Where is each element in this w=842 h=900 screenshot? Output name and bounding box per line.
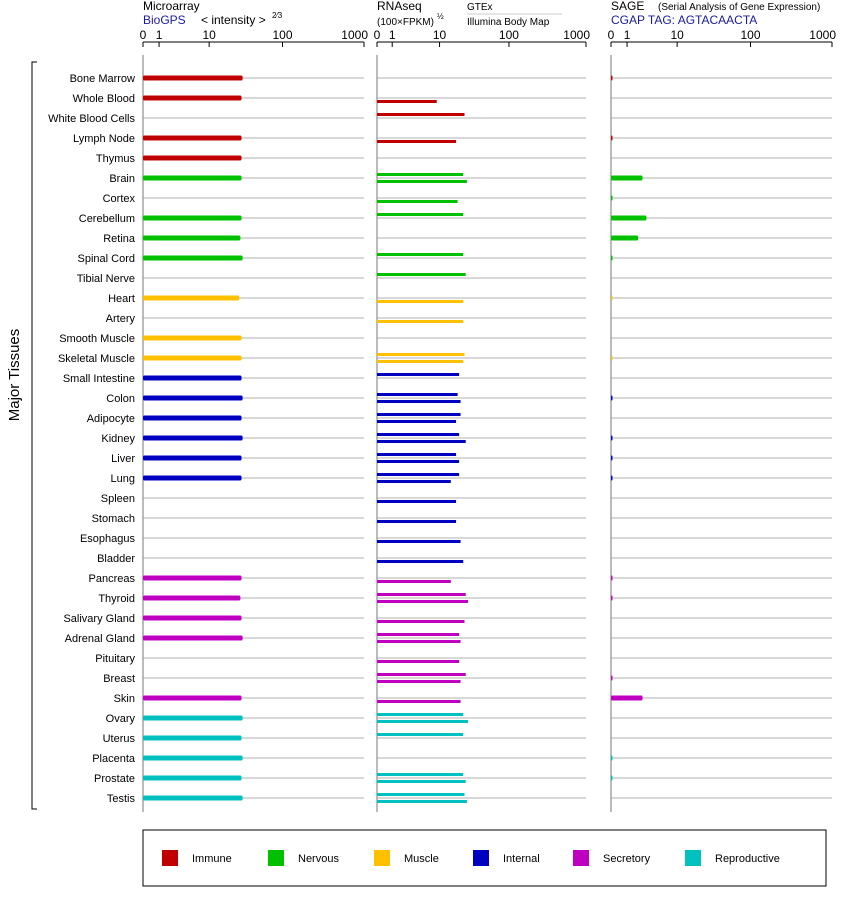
microarray-measure: < intensity > [201,13,266,27]
tissue-label: Heart [108,293,135,305]
tissue-label: Stomach [91,513,135,525]
tissue-label: Skin [113,693,135,705]
tissue-label: Retina [103,233,135,245]
rnaseq-bar [377,660,459,663]
microarray-bar [143,136,242,141]
tissue-label: Colon [106,393,135,405]
sage-bar [611,236,638,241]
legend-swatch [162,850,178,866]
sage-bar [611,776,613,781]
rnaseq-bar [377,173,463,176]
gtex-link[interactable]: GTEx [467,2,493,13]
rnaseq-bar [377,353,465,356]
legend-swatch [573,850,589,866]
rnaseq-exponent: ½ [437,12,444,21]
tissue-label: Thyroid [98,593,135,605]
tissue-label: Small Intestine [62,373,135,385]
tissue-label: Kidney [101,433,135,445]
microarray-bar [143,476,242,481]
rnaseq-bar [377,373,459,376]
microarray-bar [143,716,243,721]
tissue-label: Adrenal Gland [64,633,135,645]
x-tick-label: 1 [155,28,163,42]
rnaseq-bar [377,713,463,716]
microarray-bar [143,336,242,341]
sage-bar [611,356,613,361]
microarray-bar [143,736,242,741]
sage-bar [611,676,613,681]
rnaseq-bar [377,400,461,403]
legend-item [473,850,540,866]
rnaseq-bar [377,633,459,636]
rnaseq-bar [377,780,466,783]
microarray-bar [143,436,243,441]
tissue-label: Bone Marrow [69,73,135,85]
tissue-label: Spleen [100,493,135,505]
rnaseq-bar [377,640,461,643]
tissue-label: Prostate [94,773,135,785]
rnaseq-bar [377,140,456,143]
rnaseq-bar [377,500,456,503]
y-axis-label: Major Tissues [6,328,23,422]
sage-bar [611,596,613,601]
sage-bar [611,696,643,701]
legend-item [162,850,232,866]
legend-item [685,850,780,866]
microarray-bar [143,236,240,241]
legend-swatch [374,850,390,866]
panel-2 [608,28,837,812]
legend-swatch [685,850,701,866]
x-tick-label: 100 [498,28,519,42]
rnaseq-bar [377,413,461,416]
tissue-label: Uterus [102,733,135,745]
x-tick-label: 1000 [341,28,368,42]
microarray-bar [143,296,239,301]
microarray-bar [143,696,242,701]
microarray-bar [143,756,243,761]
rnaseq-bar [377,433,459,436]
rnaseq-bar [377,560,463,563]
rnaseq-bar [377,100,437,103]
rnaseq-bar [377,520,456,523]
sage-bar [611,296,613,301]
tissue-label: Thymus [95,153,135,165]
sage-subtitle: (Serial Analysis of Gene Expression) [658,2,821,13]
sage-bar [611,136,613,141]
rnaseq-bar [377,540,461,543]
rnaseq-bar [377,680,461,683]
tissue-label: Lung [110,473,135,485]
tissue-label: Smooth Muscle [59,333,135,345]
rnaseq-bar [377,673,466,676]
tissue-label: Whole Blood [72,93,135,105]
tissue-label: Adipocyte [86,413,135,425]
x-tick-label: 100 [272,28,293,42]
x-tick-label: 1 [388,28,396,42]
rnaseq-bar [377,200,458,203]
microarray-bar [143,636,243,641]
tissue-label: White Blood Cells [48,113,135,125]
microarray-bar [143,776,242,781]
tissue-label: Ovary [105,713,135,725]
tissue-label: Lymph Node [73,133,135,145]
x-tick-label: 10 [432,28,447,42]
sage-bar [611,456,613,461]
tissue-label: Breast [103,673,135,685]
rnaseq-bar [377,300,463,303]
sage-bar [611,476,613,481]
rnaseq-bar [377,773,463,776]
x-tick-label: 0 [139,28,147,42]
microarray-title: Microarray [143,0,200,13]
sage-bar [611,756,613,761]
microarray-bar [143,376,242,381]
microarray-bar [143,156,242,161]
legend-swatch [268,850,284,866]
sage-title: SAGE [611,0,645,13]
microarray-bar [143,596,240,601]
x-tick-label: 0 [607,28,615,42]
rnaseq-measure: (100×FPKM) [377,17,434,28]
x-tick-label: 1 [623,28,631,42]
tissue-label: Placenta [92,753,135,765]
rnaseq-bar [377,273,466,276]
legend-item [268,850,339,866]
tissue-label: Skeletal Muscle [57,353,135,365]
tissue-label: Tibial Nerve [76,273,135,285]
rnaseq-bar [377,213,463,216]
rnaseq-bar [377,453,456,456]
biogps-link[interactable]: BioGPS [143,13,186,27]
rnaseq-bar [377,593,466,596]
sage-bar [611,176,643,181]
sage-bar [611,216,646,221]
rnaseq-bar [377,253,463,256]
rnaseq-bar [377,580,451,583]
sage-bar [611,76,613,81]
rnaseq-bar [377,473,459,476]
tissue-label: Cerebellum [78,213,135,225]
rnaseq-bar [377,393,458,396]
microarray-bar [143,216,242,221]
legend-label: Internal [503,853,540,865]
illumina-label: Illumina Body Map [467,17,550,28]
tissue-label: Testis [106,793,135,805]
rnaseq-bar [377,700,461,703]
rnaseq-bar [377,360,463,363]
legend-label: Reproductive [715,853,780,865]
rnaseq-bar [377,480,451,483]
rnaseq-title: RNAseq [377,0,422,13]
rnaseq-bar [377,600,468,603]
tissue-label: Brain [109,173,135,185]
legend-label: Nervous [298,853,339,865]
microarray-bar [143,176,242,181]
rnaseq-bar [377,720,468,723]
tissue-label: Pituitary [95,653,135,665]
microarray-bar [143,576,242,581]
microarray-bar [143,456,242,461]
sage-bar [611,196,613,201]
x-tick-label: 10 [670,28,684,42]
legend-swatch [473,850,489,866]
legend-label: Secretory [603,853,651,865]
rnaseq-bar [377,733,463,736]
tissue-label: Salivary Gland [63,613,135,625]
tissue-label: Artery [105,313,135,325]
rnaseq-bar [377,420,456,423]
microarray-bar [143,96,242,101]
microarray-bar [143,616,242,621]
legend-label: Immune [192,853,232,865]
sage-tag-link[interactable]: CGAP TAG: AGTACAACTA [611,13,758,27]
tissue-label: Spinal Cord [77,253,135,265]
legend-label: Muscle [404,853,439,865]
rnaseq-bar [377,460,459,463]
x-tick-label: 1000 [563,28,590,42]
sage-bar [611,256,613,261]
x-tick-label: 0 [373,28,381,42]
x-tick-label: 1000 [809,28,836,42]
tissue-label: Cortex [102,193,135,205]
tissue-label: Esophagus [79,533,135,545]
legend-item [573,850,651,866]
tissue-label: Pancreas [88,573,135,585]
sage-bar [611,576,613,581]
microarray-bar [143,796,243,801]
x-tick-label: 10 [202,28,216,42]
microarray-bar [143,416,242,421]
x-tick-label: 100 [740,28,761,42]
microarray-bar [143,356,242,361]
microarray-bar [143,256,243,261]
rnaseq-bar [377,180,467,183]
microarray-bar [143,76,243,81]
sage-bar [611,436,613,441]
rnaseq-bar [377,113,465,116]
sage-bar [611,396,613,401]
tissue-label: Liver [111,453,135,465]
microarray-exponent: 2⁄3 [272,11,283,20]
rnaseq-bar [377,620,465,623]
rnaseq-bar [377,793,465,796]
rnaseq-bar [377,320,463,323]
microarray-bar [143,396,243,401]
tissue-label: Bladder [97,553,135,565]
legend-item [374,850,439,866]
rnaseq-bar [377,440,466,443]
rnaseq-bar [377,800,467,803]
